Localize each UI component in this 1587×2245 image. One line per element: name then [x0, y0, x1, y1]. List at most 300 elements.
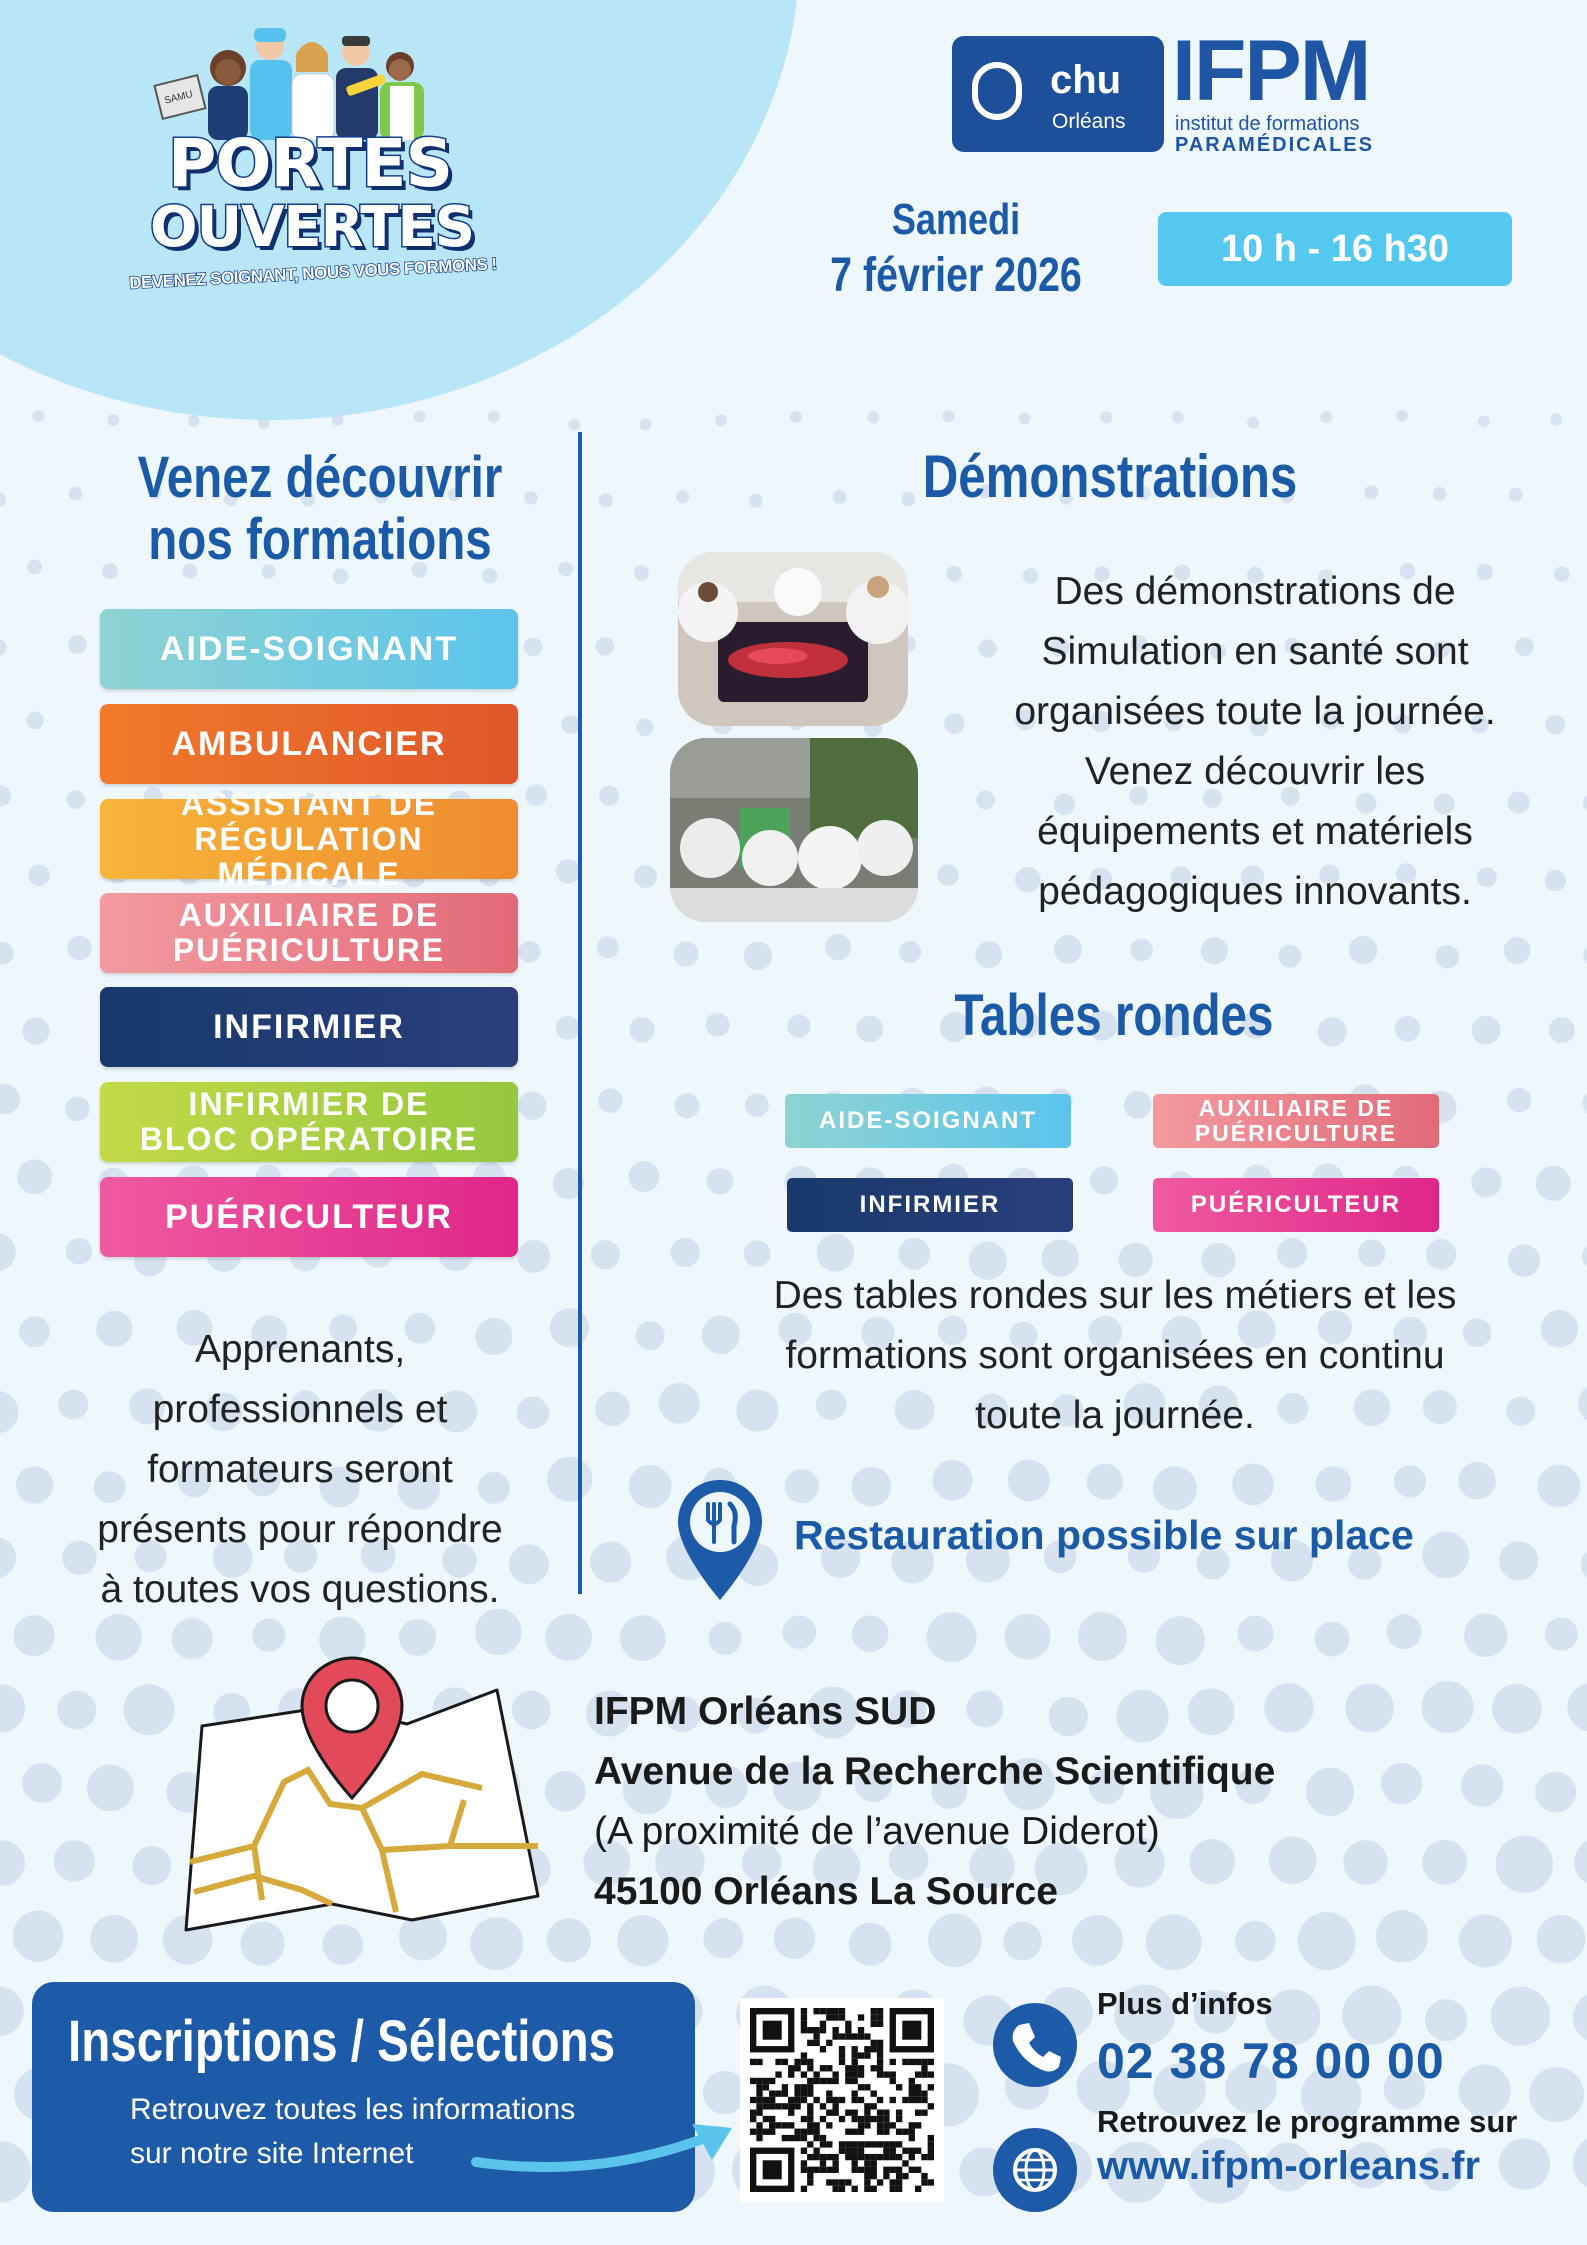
qr-module [775, 2103, 781, 2109]
background-dot [558, 561, 573, 576]
qr-module [839, 2097, 845, 2103]
qr-module [858, 2084, 864, 2090]
formation-pill: PUÉRICULTEUR [100, 1177, 518, 1257]
qr-module [864, 2141, 870, 2147]
qr-module [813, 2167, 819, 2173]
qr-module [788, 2065, 794, 2071]
qr-module [896, 2084, 902, 2090]
background-dot [65, 1096, 90, 1121]
background-dot [1554, 566, 1570, 582]
map-icon [182, 1650, 542, 1940]
qr-module [801, 2167, 807, 2173]
background-dot [1422, 1532, 1469, 1579]
qr-module [864, 2122, 870, 2128]
address-line-4: 45100 Orléans La Source [594, 1870, 1058, 1913]
background-dot [1471, 1167, 1501, 1197]
simulation-photo-2 [670, 738, 918, 922]
qr-module [890, 2078, 896, 2084]
background-dot [745, 1093, 769, 1117]
background-dot [636, 1321, 665, 1350]
qr-module [756, 2059, 762, 2065]
background-dot [1549, 1017, 1575, 1043]
background-dot [1507, 1088, 1531, 1112]
qr-module [877, 2141, 883, 2147]
qr-module [807, 2122, 813, 2128]
qr-module [763, 2084, 769, 2090]
qr-module [883, 2173, 889, 2179]
background-dot [1578, 1383, 1587, 1425]
background-dot [849, 1923, 892, 1966]
background-dot [1545, 1617, 1578, 1650]
background-dot [524, 491, 538, 505]
qr-module [801, 2071, 807, 2077]
qr-module [877, 2046, 883, 2052]
qr-module [852, 2090, 858, 2096]
qr-module [877, 2059, 883, 2065]
logo-tagline: DEVENEZ SOIGNANT, NOUS VOUS FORMONS ! [128, 254, 498, 293]
qr-module [820, 2065, 826, 2071]
background-dot [1504, 937, 1531, 964]
background-dot [1537, 1915, 1586, 1964]
background-dot [1172, 411, 1184, 423]
background-dot [1124, 1091, 1152, 1119]
qr-module [807, 2116, 813, 2122]
background-dot [937, 864, 958, 885]
qr-module [807, 2059, 813, 2065]
qr-module [813, 2071, 819, 2077]
qr-module [832, 2186, 838, 2192]
qr-module [883, 2110, 889, 2116]
qr-module [921, 2097, 927, 2103]
background-dot [1538, 1465, 1581, 1508]
background-dot [927, 1612, 977, 1662]
qr-module [921, 2110, 927, 2116]
qr-module [896, 2167, 902, 2173]
qr-module [750, 2059, 756, 2065]
qr-module [890, 2122, 896, 2128]
background-dot [519, 941, 541, 963]
column-divider [578, 432, 582, 1594]
background-dot [785, 1469, 819, 1503]
qr-module [921, 2065, 927, 2071]
background-dot [942, 411, 954, 423]
qr-module [813, 2122, 819, 2128]
background-dot [0, 785, 11, 807]
background-dot [852, 1615, 889, 1652]
qr-module [858, 2065, 864, 2071]
background-dot [123, 1684, 174, 1735]
qr-module [852, 2052, 858, 2058]
qr-module [883, 2167, 889, 2173]
background-dot [1019, 413, 1031, 425]
qr-module [794, 2059, 800, 2065]
background-dot [1100, 411, 1112, 423]
qr-module [769, 2103, 775, 2109]
background-dot [252, 1619, 285, 1652]
background-dot [96, 1614, 142, 1660]
background-dot [90, 1915, 138, 1963]
chu-mark-icon [972, 62, 1022, 120]
qr-module [769, 2116, 775, 2122]
qr-module [826, 2040, 832, 2046]
background-dot [708, 1622, 741, 1655]
formation-pill: INFIRMIER DE BLOC OPÉRATOIRE [100, 1082, 518, 1162]
restauration-text: Restauration possible sur place [794, 1512, 1414, 1558]
portes-title: PORTES [168, 125, 452, 202]
table-ronde-pill: AIDE-SOIGNANT [785, 1094, 1071, 1148]
website-link[interactable]: www.ifpm-orleans.fr [1097, 2144, 1481, 2188]
qr-module [775, 2122, 781, 2128]
qr-module [871, 2103, 877, 2109]
qr-module [883, 2116, 889, 2122]
qr-module [801, 2027, 807, 2033]
qr-module [858, 2122, 864, 2128]
qr-module [890, 2154, 896, 2160]
background-dot [599, 494, 613, 508]
qr-code-pattern [750, 2008, 934, 2192]
qr-module [807, 2179, 813, 2185]
background-dot [1349, 936, 1377, 964]
background-dot [1156, 1616, 1205, 1665]
background-dot [102, 563, 118, 579]
background-dot [1499, 2138, 1551, 2190]
background-dot [525, 784, 547, 806]
demonstrations-text: Des démonstrations de Simulation en santé sont organisées toute la journée. Venez découvrir les équipements et matériels pédagogiques innovants. [1014, 570, 1496, 913]
tables-rondes-title: Tables rondes [954, 983, 1274, 1048]
qr-module [890, 2071, 896, 2077]
qr-module [826, 2065, 832, 2071]
qr-module [928, 2084, 934, 2090]
background-dot [634, 565, 649, 580]
qr-module [915, 2071, 921, 2077]
qr-module [807, 2084, 813, 2090]
background-dot [28, 865, 49, 886]
qr-module [864, 2160, 870, 2166]
qr-module [896, 2154, 902, 2160]
background-dot [1190, 1839, 1235, 1884]
qr-module [915, 2122, 921, 2128]
qr-module [883, 2154, 889, 2160]
qr-module [820, 2027, 826, 2033]
qr-module [877, 2021, 883, 2027]
ifpm-logo-text: IFPM [1172, 23, 1370, 119]
qr-module [852, 2160, 858, 2166]
background-dot [1049, 1697, 1088, 1736]
qr-module [826, 2078, 832, 2084]
background-dot [1387, 1614, 1422, 1649]
background-dot [1279, 945, 1302, 968]
qr-module [756, 2084, 762, 2090]
qr-module [813, 2135, 819, 2141]
qr-module [852, 2154, 858, 2160]
background-dot [57, 1691, 96, 1730]
qr-module [871, 2065, 877, 2071]
qr-module [877, 2052, 883, 2058]
qr-module [839, 2179, 845, 2185]
qr-module [788, 2071, 794, 2077]
background-dot [1395, 1016, 1421, 1042]
qr-module [756, 2122, 762, 2128]
background-dot [1005, 1614, 1051, 1660]
qr-module [896, 2129, 902, 2135]
background-dot [595, 1391, 630, 1426]
event-date: 7 février 2026 [830, 249, 1082, 302]
background-dot [517, 1240, 550, 1273]
qr-module [909, 2154, 915, 2160]
qr-code[interactable] [740, 1998, 944, 2202]
background-dot [0, 2141, 31, 2203]
background-dot [1496, 1836, 1553, 1893]
qr-module [864, 2186, 870, 2192]
background-dot [0, 1233, 16, 1271]
qr-module [845, 2179, 851, 2185]
address-line-1: IFPM Orléans SUD [594, 1690, 937, 1733]
qr-module [921, 2059, 927, 2065]
qr-module [763, 2103, 769, 2109]
qr-module [896, 2179, 902, 2185]
qr-module [877, 2040, 883, 2046]
background-dot [188, 415, 200, 427]
qr-module [813, 2129, 819, 2135]
qr-module [852, 2059, 858, 2065]
background-dot [636, 718, 654, 736]
background-dot [659, 1383, 700, 1424]
address-line-2: Avenue de la Recherche Scientifique [594, 1750, 1276, 1793]
qr-module [864, 2052, 870, 2058]
background-dot [1201, 937, 1228, 964]
qr-module [877, 2154, 883, 2160]
background-dot [706, 1013, 730, 1037]
qr-module [820, 2021, 826, 2027]
qr-module [883, 2122, 889, 2128]
samu-badge: SAMU [163, 89, 194, 107]
event-hours: 10 h - 16 h30 [1158, 212, 1512, 286]
formation-pill: AIDE-SOIGNANT [100, 609, 518, 689]
qr-module [820, 2135, 826, 2141]
background-dot [598, 1088, 623, 1113]
background-dot [1581, 1547, 1587, 1582]
background-dot [597, 936, 619, 958]
qr-module [807, 2154, 813, 2160]
qr-module [832, 2154, 838, 2160]
background-dot [1381, 1763, 1422, 1804]
table-ronde-pill: AUXILIAIRE DE PUÉRICULTURE [1153, 1094, 1439, 1148]
background-dot [1277, 1238, 1308, 1269]
background-dot [1478, 415, 1490, 427]
qr-module [820, 2167, 826, 2173]
qr-module [915, 2059, 921, 2065]
background-dot [1072, 1915, 1123, 1966]
qr-module [909, 2084, 915, 2090]
qr-module [813, 2154, 819, 2160]
chu-name-text: chu [1050, 58, 1122, 102]
qr-module [763, 2078, 769, 2084]
formations-title-2: nos formations [148, 507, 492, 572]
qr-module [832, 2008, 838, 2014]
ouvertes-title: OUVERTES [150, 195, 475, 260]
background-dot [568, 419, 580, 431]
qr-module [839, 2008, 845, 2014]
qr-module [896, 2186, 902, 2192]
background-dot [670, 1238, 699, 1267]
background-dot [1509, 488, 1523, 502]
background-dot [639, 419, 651, 431]
qr-module [890, 2141, 896, 2147]
background-dot [673, 941, 698, 966]
background-dot [703, 1918, 743, 1958]
qr-module [807, 2040, 813, 2046]
background-dot [17, 1159, 52, 1194]
cutlery-icon [674, 1476, 766, 1604]
qr-module [769, 2097, 775, 2103]
qr-module [864, 2046, 870, 2052]
qr-module [890, 2186, 896, 2192]
background-dot [975, 941, 1002, 968]
qr-module [928, 2179, 934, 2185]
background-dot [599, 786, 619, 806]
background-dot [1078, 1612, 1127, 1661]
qr-module [807, 2141, 813, 2147]
background-dot [66, 1238, 93, 1265]
background-dot [1008, 1459, 1050, 1501]
background-dot [628, 1161, 659, 1192]
qr-module [858, 2052, 864, 2058]
qr-module [756, 2090, 762, 2096]
qr-module [852, 2116, 858, 2122]
qr-module [871, 2014, 877, 2020]
phone-glyph-icon [993, 2003, 1077, 2087]
qr-module [852, 2046, 858, 2052]
background-dot [774, 1918, 816, 1960]
qr-module [871, 2021, 877, 2027]
background-dot [33, 410, 45, 422]
phone-icon [993, 2003, 1077, 2087]
qr-module [858, 2071, 864, 2077]
qr-module [928, 2148, 934, 2154]
background-dot [1003, 1922, 1042, 1961]
qr-module [763, 2160, 782, 2179]
qr-module [902, 2059, 908, 2065]
qr-module [839, 2052, 845, 2058]
background-dot [1582, 1243, 1587, 1269]
qr-module [813, 2097, 819, 2103]
background-dot [1422, 1840, 1467, 1885]
qr-module [801, 2059, 807, 2065]
qr-module [928, 2103, 934, 2109]
qr-module [858, 2027, 864, 2033]
qr-module [864, 2173, 870, 2179]
qr-module [807, 2078, 813, 2084]
qr-module [801, 2090, 807, 2096]
qr-module [890, 2167, 896, 2173]
qr-module [820, 2103, 826, 2109]
qr-module [845, 2129, 851, 2135]
qr-module [871, 2186, 877, 2192]
qr-module [813, 2027, 819, 2033]
qr-module [782, 2084, 788, 2090]
phone-number[interactable]: 02 38 78 00 00 [1097, 2033, 1445, 2089]
qr-module [807, 2065, 813, 2071]
qr-module [915, 2090, 921, 2096]
qr-module [801, 2052, 807, 2058]
background-dot [1116, 1690, 1168, 1742]
qr-module [820, 2160, 826, 2166]
qr-module [871, 2090, 877, 2096]
qr-module [845, 2021, 851, 2027]
ifpm-subtitle-1: institut de formations [1175, 113, 1360, 135]
qr-module [896, 2173, 902, 2179]
background-dot [932, 1460, 972, 1500]
qr-module [877, 2097, 883, 2103]
qr-module [801, 2186, 807, 2192]
qr-module [820, 2078, 826, 2084]
qr-module [890, 2097, 896, 2103]
qr-module [858, 2033, 864, 2039]
qr-module [826, 2008, 832, 2014]
background-dot [1320, 411, 1332, 423]
qr-module [852, 2065, 858, 2071]
qr-module [902, 2021, 921, 2040]
chu-name [1050, 58, 1121, 103]
background-dot [744, 1240, 771, 1267]
qr-module [845, 2071, 851, 2077]
chu-logo [952, 36, 1164, 152]
ifpm-subtitle-2: PARAMÉDICALES [1175, 134, 1374, 156]
qr-module [845, 2033, 851, 2039]
background-dot [1492, 1684, 1542, 1734]
background-dot [787, 1015, 810, 1038]
qr-module [782, 2122, 788, 2128]
background-dot [1422, 1681, 1474, 1733]
background-dot [1472, 1016, 1501, 1045]
qr-module [801, 2008, 807, 2014]
background-dot [27, 560, 42, 575]
qr-module [915, 2186, 921, 2192]
qr-module [852, 2129, 858, 2135]
background-dot [629, 1017, 654, 1042]
background-dot [928, 1914, 981, 1967]
qr-module [832, 2110, 838, 2116]
background-dot [1459, 1914, 1512, 1967]
qr-module [845, 2154, 851, 2160]
qr-module [756, 2078, 762, 2084]
formation-pill: AUXILIAIRE DE PUÉRICULTURE [100, 893, 518, 973]
qr-module [794, 2135, 800, 2141]
people-illustration-icon [150, 20, 450, 140]
background-dot [856, 1016, 883, 1043]
background-dot [1188, 1688, 1235, 1735]
background-dot [0, 640, 7, 656]
qr-module [858, 2014, 864, 2020]
background-dot [1529, 2067, 1584, 2122]
qr-module [750, 2078, 756, 2084]
globe-glyph-icon [993, 2128, 1077, 2212]
qr-module [928, 2141, 934, 2147]
background-dot [22, 1763, 62, 1803]
qr-module [871, 2160, 877, 2166]
qr-module [864, 2116, 870, 2122]
qr-module [839, 2141, 845, 2147]
qr-module [820, 2008, 826, 2014]
qr-module [763, 2021, 782, 2040]
qr-module [890, 2148, 896, 2154]
qr-module [832, 2033, 838, 2039]
formations-title-1: Venez découvrir [137, 445, 503, 510]
qr-module [750, 2110, 756, 2116]
qr-module [921, 2179, 927, 2185]
inscriptions-title: Inscriptions / Sélections [68, 2009, 616, 2074]
background-dot [1306, 1768, 1354, 1816]
